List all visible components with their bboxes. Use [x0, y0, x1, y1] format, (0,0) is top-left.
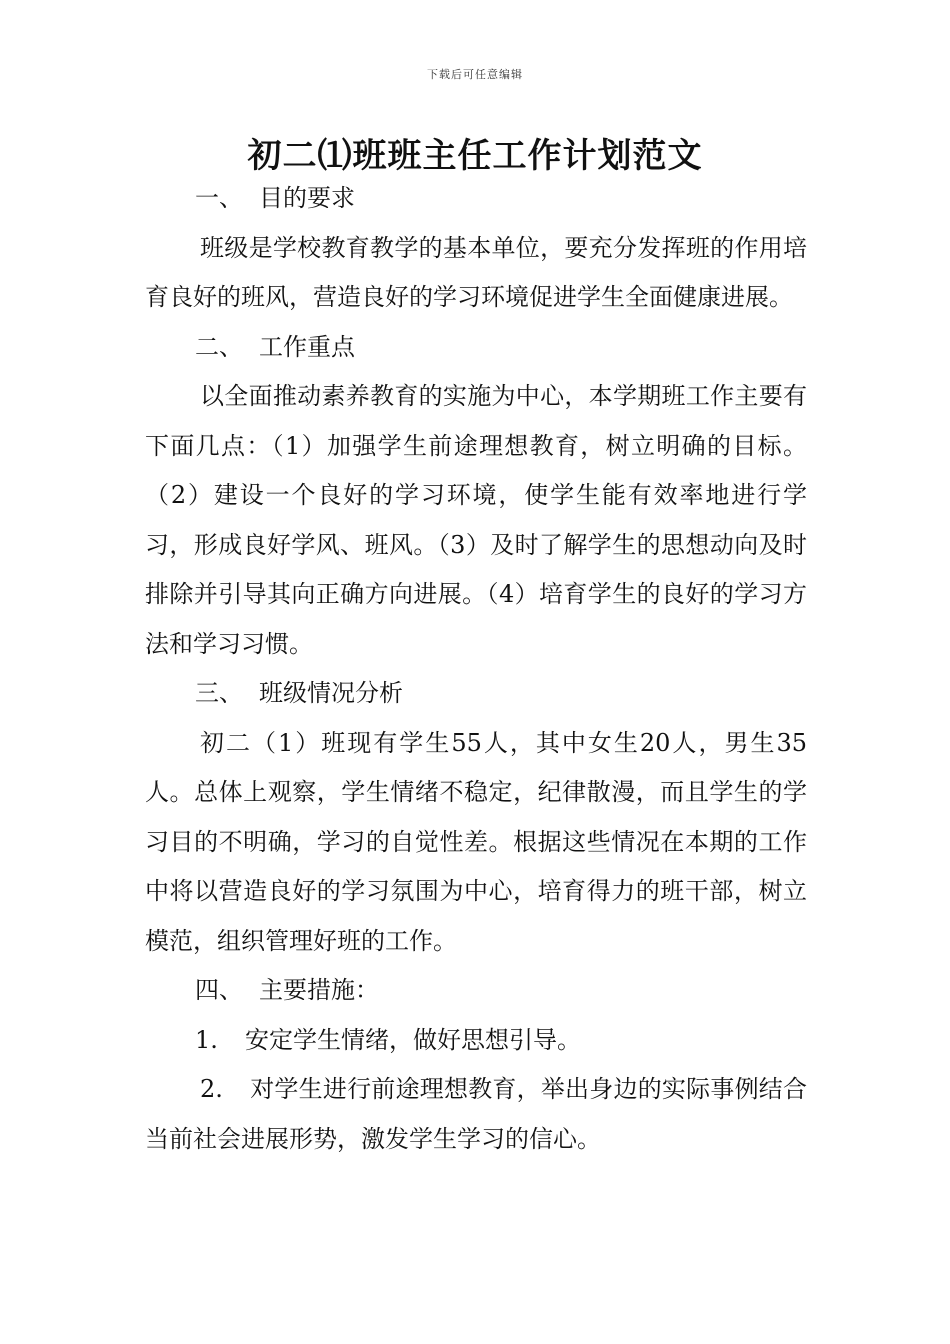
section-number: 四、: [195, 976, 243, 1004]
header-note: 下载后可任意编辑: [427, 68, 523, 81]
section-heading-text: 工作重点: [259, 332, 355, 361]
document-body: [145, 174, 807, 1164]
section-heading-text: 目的要求: [259, 184, 355, 212]
section-paragraph-1: 班级是学校教育教学的基本单位，要充分发挥班的作用培育良好的班风，营造良好的学习环境促进学生全面健康进展。: [145, 233, 807, 311]
section-heading-text: 主要措施：: [259, 976, 379, 1004]
section-heading-4: [145, 966, 807, 1016]
item-number: 2.: [200, 1075, 223, 1103]
section-number: 一、: [195, 184, 243, 212]
item-text: 对学生进行前途理想教育，举出身边的实际事例结合当前社会进展形势，激发学生学习的信心。: [145, 1075, 807, 1153]
measure-item-2: [145, 1065, 807, 1164]
section-heading-2: [145, 323, 807, 373]
item-number: 1.: [195, 1025, 218, 1054]
section-paragraph-2: 以全面推动素养教育的实施为中心，本学期班工作主要有下面几点：（1）加强学生前途理想教育，树立明确的目标。（2）建设一个良好的学习环境，使学生能有效率地进行学习，形成良好学风、班风。（3）及时了解学生的思想动向及时排除并引导其向正确方向进展。（4）培育学生的良好的学习方法和学习习惯。: [145, 382, 807, 658]
document-title: 初二⑴班班主任工作计划范文: [247, 136, 703, 176]
measure-item-1: [145, 1016, 807, 1066]
section-heading-3: [145, 669, 807, 719]
section-heading-text: 班级情况分析: [259, 679, 403, 707]
section-heading-1: [145, 174, 807, 224]
section-number: 二、: [195, 332, 243, 361]
section-number: 三、: [195, 679, 243, 707]
item-text: 安定学生情绪，做好思想引导。: [245, 1025, 581, 1054]
section-paragraph-3: 初二（1）班现有学生55人，其中女生20人，男生35人。总体上观察，学生情绪不稳定，纪律散漫，而且学生的学习目的不明确，学习的自觉性差。根据这些情况在本期的工作中将以营造良好的学习氛围为中心，培育得力的班干部，树立模范，组织管理好班的工作。: [145, 728, 807, 955]
